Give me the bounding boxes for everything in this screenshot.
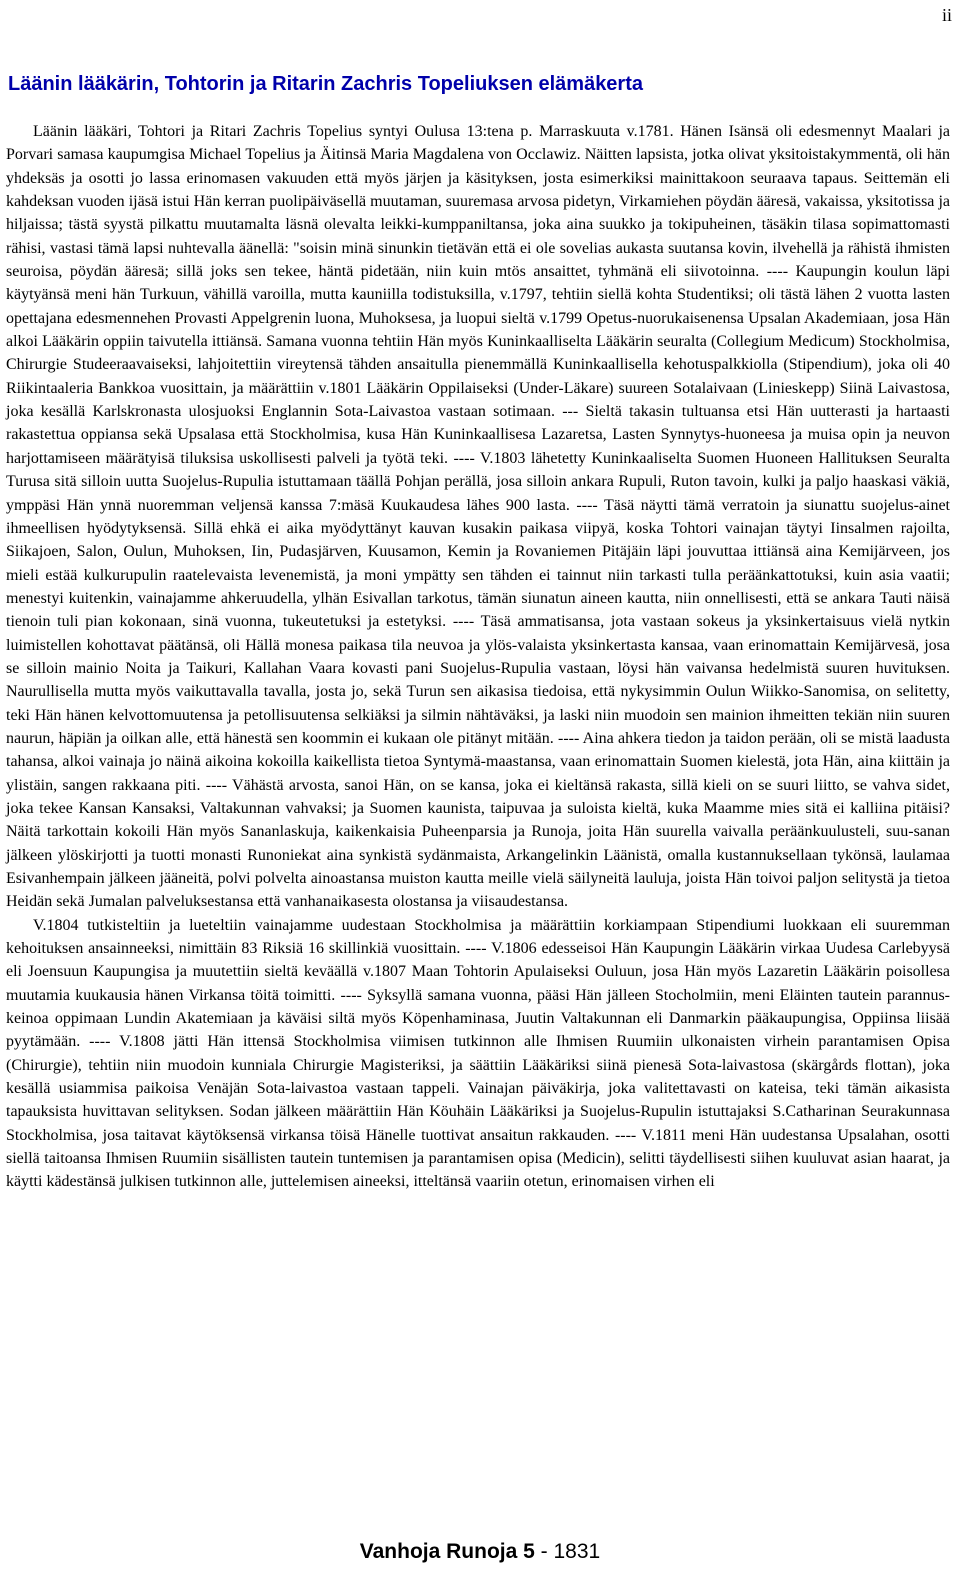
paragraph: V.1804 tutkisteltiin ja lueteltiin vainajamme uudestaan Stockholmisa ja määrättiin korkiampaan Stipendiumi luokkaan eli suuremman kehoituksen ansainneeksi, nimittäin 83 Riksiä 16 skillinkiä vuosittain. ---- V.1806 edesseisoi Hän Kaupungin Lääkärin virkaa Uudesa Carlebyysä eli Joensuun Kaupungisa ja muutettiin sieltä keväällä v.1807 Maan Tohtorin Apulaiseksi Ouluun, josa Hän myös Lazaretin Lääkärin poisollesa muutamia kuukausia hänen Virkansa töitä toimitti. ---- Syksyllä samana vuonna, pääsi Hän jälleen Stocholmiin, meni Eläinten tautein parannus-keinoa oppimaan Lundin Akatemiaan ja käväisi siltä myös Köpenhaminasa, Juutin Valtakunnan eli Danmarkin pääkaupungisa, Oppiinsa liisää pyytämään. ---- V.1808 jätti Hän ittensä Stockholmisa viimisen tutkinnon alle Ihmisen Ruumiin ulkonaisten virhein parantamisen Opisa (Chirurgie), tehtiin niin muodoin kunniala Chirurgie Magisteriksi, ja säättiin Lääkäriksi siinä pienesä Sota-laivastosa (skärgårds flottan), joka kesällä usiammisa paikoisa Venäjän Sota-laivastoa vastaan tappeli. Vainajan päiväkirja, joka valitettavasti on kateisa, teki tämän aikasista tapauksista huvittavan selityksen. Sodan jälkeen määrättiin Hän Köuhäin Lääkäriksi ja Suojelus-Rupulin istuttajaksi S.Catharinan Seurakunnasa Stockholmisa, josa taitavat käytöksensä virkansa töisä Hänelle tuottivat ansaitun rakkauden. ---- V.1811 meni Hän uudestansa Upsalahan, osotti siellä taitoansa Ihmisen Ruumiin sisällisten tautein tuntemisen ja parantamisen opisa (Medicin), selitti täydellisesti siihen kuuluvat asian haarat, ja käytti kädestänsä julkisen tutkinnon alle, juttelemisen aineeksi, itteltänsä vaariin otetun, erinomaisen virhen eli	[6, 916, 950, 1191]
footer-series: Vanhoja Runoja 5	[359, 1540, 535, 1563]
page-number: ii	[941, 5, 952, 25]
page-footer	[0, 1540, 960, 1564]
document-body	[6, 120, 950, 1194]
document-title: Läänin lääkärin, Tohtorin ja Ritarin Zachris Topeliuksen elämäkerta	[8, 73, 643, 95]
paragraph: Läänin lääkäri, Tohtori ja Ritari Zachris Topelius syntyi Oulusa 13:tena p. Marraskuuta v.1781. Hänen Isänsä oli edesmennyt Maalari ja Porvari samasa kaupumgisa Michael Topelius ja Äitinsä Maria Magdalena von Occlawiz. Näitten lapsista, jotka olivat yksitoistakymmentä, oli hän yhdeksäs ja osotti jo lassa erinomasen vakuuden että myös järjen ja käsityksen, josta esimerkiksi mainittakoon seuraava tapaus. Seittemän eli kahdeksan vuoden ijäsä istui Hän kerran puolipäiväsellä muutaman, suuremasa arvosa pidetyn, Virkamiehen pöydän ääresä, vakaissa, yksitotissa ja hiljaissa; tästä syystä pilkattu muutamalta läsnä olevalta leikki-kumppaniltansa, joka aina suukko ja tokipuheinen, täsäkin tilasa sopimattomasti rähisi, vastasi tämä lapsi nuhtevalla äänellä: "soisin minä sinunkin tietävän että ei ole sovelias aukasta suutansa kovin, ilvehellä ja rähistä ihmisten seuroisa, pöydän ääresä; sillä joks sen tekee, häntä pidetään, niin kuin mtös ansaittet, tyhmänä eli siivotoinna. ---- Kaupungin koulun läpi käytyänsä meni hän Turkuun, vähillä varoilla, mutta kauniilla todistuksilla, v.1797, tehtiin siellä kohta Studentiksi; oli tästä lähen 2 vuotta lasten opettajana edesmennehen Provasti Appelgrenin luona, Muhoksesa, ja luopui sieltä v.1799 Opetus-nuorukaisenensa Upsalan Akademiaan, josa Hän alkoi Lääkärin oppiin taivutella ittiänsä. Samana vuonna tehtiin Hän myös Kuninkaalliselta Lääkärin seuralta (Collegium Medicum) Stockholmisa, Chirurgie Studeeraavaiseksi, lahjoitettiin vireytensä tähden ansaitulla pienemmällä Kuninkaallisella kehotuspalkkiolla (Stipendium), joka oli 40 Riikintaaleria Bankkoa vuosittain, ja määrättiin v.1801 Lääkärin Oppilaiseksi (Under-Läkare) suureen Sotalaivaan (Linieskepp) Siinä Laivastosa, joka kesällä Karlskronasta ulosjuoksi Englannin Sota-Laivastoa vastaan sotimaan. --- Sieltä takasin tultuansa etsi Hän uutterasti ja hartaasti rakastettua oppiansa sekä Upsalasa että Stockholmisa, kusa Hän Kuninkaallisesa Lazaretsa, Lasten Synnytys-huoneesa ja muisa opin ja neuvon harjottamiseen määrätyisä tiluksisa uskollisesti palveli ja työtä teki. ---- V.1803 lähetetty Kuninkaaliselta Suomen Huoneen Hallituksen Seuralta Turusa sitä silloin uutta Suojelus-Rupulia istuttamaan täällä Pohjan perällä, josa silloin ankara Rupuli, Ruton tavoin, kulki ja paljo haaskasi väkiä, ymppäsi Hän ynnä nuoremman veljensä kanssa 7:mäsä Kuukaudesa lähes 900 lasta. ---- Täsä näytti tämä verratoin ja siunattu suojelus-ainet ihmeellisen hyödytyksensä. Sillä ehkä ei aika myödyttänyt kauvan kusakin paikasa viipyä, koska Tohtori vainajan täytyi Iinsalmen rajoilta, Siikajoen, Salon, Oulun, Muhoksen, Iin, Pudasjärven, Kuusamon, Kemin ja Rovaniemen Pitäjäin läpi jouvuttaa ittiänsä aina Kemijärveen, jos mieli estää kulkurupulin raatelevaista levenemistä, ja moni ympätty sen tähden ei tainnut niin tarkasti tulla peräänkattotuksi, kuin asia vaatii; menestyi kuitenkin, vainajamme ahkeruudella, ylhän Esivallan tarkotus, tämän siunatun aineen kautta, niin onnellisesti, että se ankara Tauti näisä tienoin tuli pian kokonaan, sinä vuonna, tukeutetuksi ja estetyksi. ---- Täsä ammatisansa, jota vastaan sokeus ja yksinkertaisuus vielä nytkin luimistellen kohottavat päätänsä, oli Hällä monesa paikasa tila neuvoa ja ylös-valaista yksinkertasta kansaa, vaan erinomattain Kemijärvesä, josa se silloin mainio Noita ja Taikuri, Kallahan Vaara kovasti pani Suojelus-Rupulia vastaan, löysi hän vaivansa hedelmistä suuren huvituksen. Naurullisella mutta myös vaikuttavalla tavalla, josta jo, sekä Turun sen aikasisa tiedoisa, että nykysimmin Oulun Wiikko-Sanomisa, on selitetty, teki Hän hänen kelvottomuutensa ja petollisuutensa selkiäksi ja silmin nähtäväksi, ja laski niin muodoin sen mainion ihmeitten tekiän niin suuren naurun, häpiän ja oilkan alle, että hänestä sen koommin ei kukaan ole pitänyt mitään. ---- Aina ahkera tiedon ja taidon perään, oli se mistä laadusta tahansa, alkoi vainaja jo näinä aikoina kokoilla kaikellista tietoa Syntymä-maastansa, vaan erinomattain Suomen kielestä, jota Hän, aina kiittäin ja ylistäin, sangen rakkaana piti. ---- Vähästä arvosta, sanoi Hän, on se kansa, joka ei kieltänsä rakasta, sillä kieli on se suuri liitto, se vahva sidet, joka tekee Kansan Kansaksi, Valtakunnan vahvaksi; ja Suomen kaunista, taipuvaa ja suloista kieltä, kuka Maamme mies sitä ei kalliina pitäisi? Näitä tarkottain kokoili Hän myös Sananlaskuja, kaikenkaisia Puheenparsia ja Runoja, joita Hän suurella vaivalla peräänkuulusteli, suu-sanan jälkeen ylöskirjotti ja tuotti monasti Runoniekat aina synkistä sydänmaista, Arkangelinkin Läänistä, omalla kustannuksellaan tykönsä, laulamaa Esivanhempain jälkeen jääneitä, polvi polvelta ainoastansa muiston kautta meille vielä säilyneitä lauluja, joista Hän toivoi paljon selitystä ja tietoa Heidän sekä Jumalan palveluksestansa että vanhanaikasesta olostansa ja viisaudestansa.	[6, 123, 950, 911]
footer-separator: -	[534, 1540, 554, 1563]
footer-year: 1831	[553, 1540, 601, 1563]
